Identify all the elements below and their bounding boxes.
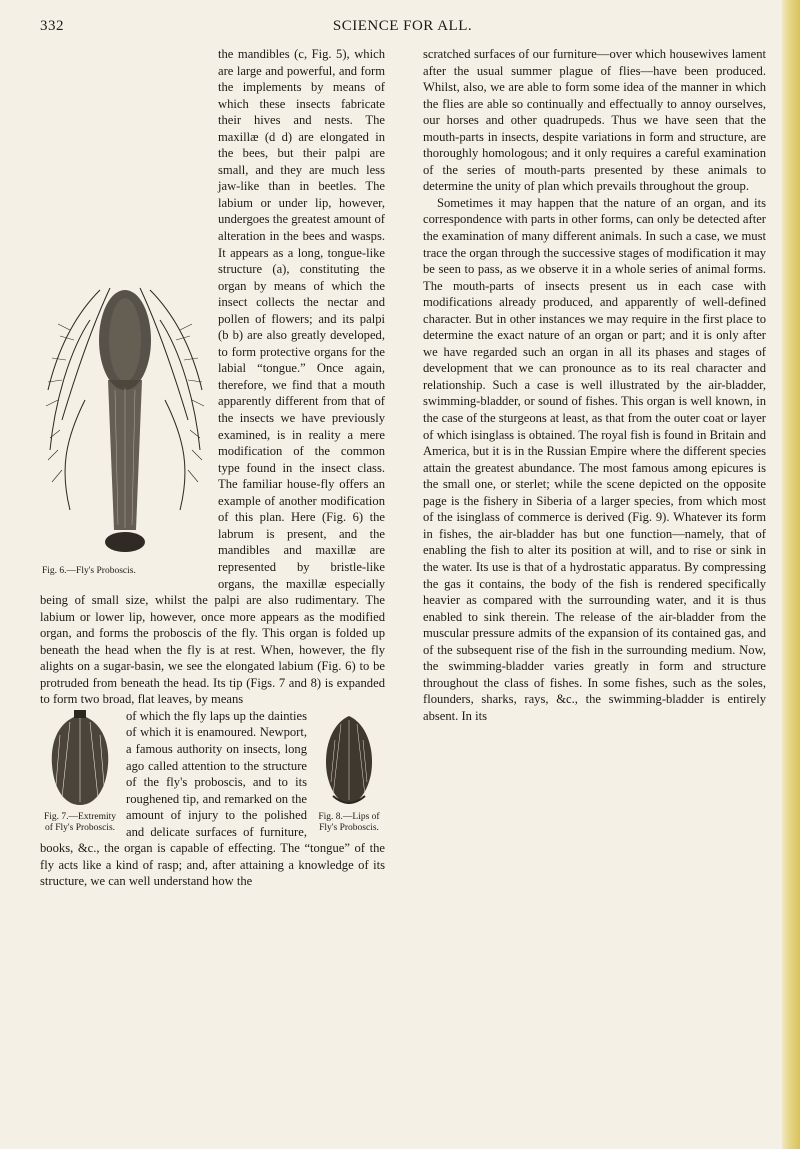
proboscis-extremity-illustration bbox=[40, 710, 120, 810]
caption-fig8: Fig. 8.—Lips of Fly's Proboscis. bbox=[318, 811, 380, 833]
caption-fig6: Fig. 6.—Fly's Proboscis. bbox=[42, 566, 136, 576]
page-number: 332 bbox=[40, 18, 64, 34]
running-head: SCIENCE FOR ALL. bbox=[332, 18, 473, 34]
figure-proboscis-extremity bbox=[40, 710, 120, 836]
caption-fig7: Fig. 7.—Extremity of Fly's Proboscis. bbox=[43, 811, 117, 833]
left-paragraph-2: of which the fly laps up the dainties of which it is enamoured. Newport, a famous authority on insects, long ago called attention to the structure of the fly's proboscis, and to its roughened tip, and remarked on the amount of injury to the polished and delicate surfaces of furniture, books, &c., the organ is capable of effecting. The “tongue” of the fly acts like a kind of rasp; and, after attaining a knowledge of its structure, we can well understand how the bbox=[40, 708, 385, 889]
right-column bbox=[423, 46, 766, 724]
left-paragraph-1: the mandibles (c, Fig. 5), which are large and powerful, and form the implements by means of which these insects fabricate their hives and nests. The maxillæ (d d) are elongated in the bees, but their palpi are small, and they are much less jaw-like than in beetles. The labium or under lip, however, undergoes the greatest amount of alteration in the bees and wasps. It appears as a long, tongue-like structure (a), constituting the organ by means of which the insect collects the nectar and pollen of flowers; and its palpi (b b) are also greatly developed, to form protective organs for the labial “tongue.” Once again, therefore, we find that a mouth apparently different from that of the insects we have previously examined, is in reality a mere modification of the common type found in the insect class. The familiar house-fly offers an example of another modification of this plan. Here (Fig. 6) the labrum is present, and the mandibles and maxillæ are represented by bristle-like organs, the maxillæ especially being of small size, whilst the palpi are also rudimentary. The labium or lower lip, however, once more appears as the modified organ, and forms the proboscis of the fly. This organ is folded up beneath the head when the fly is at rest. When, however, the fly alights on a sugar-basin, we see the elongated labium (Fig. 6) to be protruded from beneath the head. Its tip (Figs. 7 and 8) is expanded to form two broad, flat leaves, by means bbox=[40, 47, 385, 707]
right-paragraph-1: scratched surfaces of our furniture—over which housewives lament after the usual summer plague of flies—have been produced. Whilst, also, we are able to form some idea of the manner in which the flies are able so continually and effectually to annoy ourselves, our horses and other quadrupeds. Thus we have seen that the mouth-parts in insects, despite variations in form and structure, are thoroughly homologous; and it only requires a careful examination of the series of mouth-parts presented by these animals to determine the unity of plan which prevails throughout the group. bbox=[423, 47, 766, 194]
left-column bbox=[40, 46, 385, 890]
figure-proboscis-lips bbox=[313, 710, 385, 836]
figure-fly-proboscis bbox=[40, 280, 210, 580]
proboscis-lips-illustration bbox=[313, 710, 385, 810]
page-edge bbox=[782, 0, 800, 1149]
fly-proboscis-illustration bbox=[40, 280, 210, 564]
page-header bbox=[40, 12, 765, 36]
right-paragraph-2: Sometimes it may happen that the nature of an organ, and its correspondence with parts in other forms, can only be detected after the examination of many different animals. In such a case, we must trace the organ through the successive stages of modification it may be seen to pass, as we observe it in a whole series of animal forms. The mouth-parts of insects present us in each case with modifications already produced, and apparently of well-defined character. But in other instances we may require in the first place to determine the exact nature of an organ or part; and it is only after we have regarded such an organ in all its phases and stages of development that we can pronounce as to its real character and relationship. Such a case is well illustrated by the air-bladder, swimming-bladder, or sound of fishes. This organ is well known, in the case of the sturgeons at least, as that from the outer coat or layer of which isinglass is obtained. The royal fish is found in Britain and America, but it is in the Russian Empire where the different species attain the greatest abundance. The most famous among epicures is the small one, or sterlet; while the scene depicted on the opposite page is the fishery in Siberia of a larger species, from which most of the isinglass of commerce is derived (Fig. 9). Whatever its form in fishes, the air-bladder has but one function—namely, that of enabling the fish to alter its position at will, and to rise or sink in the water. Its use is that of a hydrostatic apparatus. By compressing the gas it contains, the body of the fish is rendered specifically heavier as compared with the surrounding water, and it is thus enabled to sink therein. The release of the air-bladder from the muscular pressure admits of the expansion of its contained gas, and of the subsequent rise of the fish in the surrounding medium. Now, the swimming-bladder varies greatly in form and structure throughout the class of fishes. In some fishes, such as the soles, flounders, sharks, rays, &c., the swimming-bladder is entirely absent. In its bbox=[423, 195, 766, 723]
